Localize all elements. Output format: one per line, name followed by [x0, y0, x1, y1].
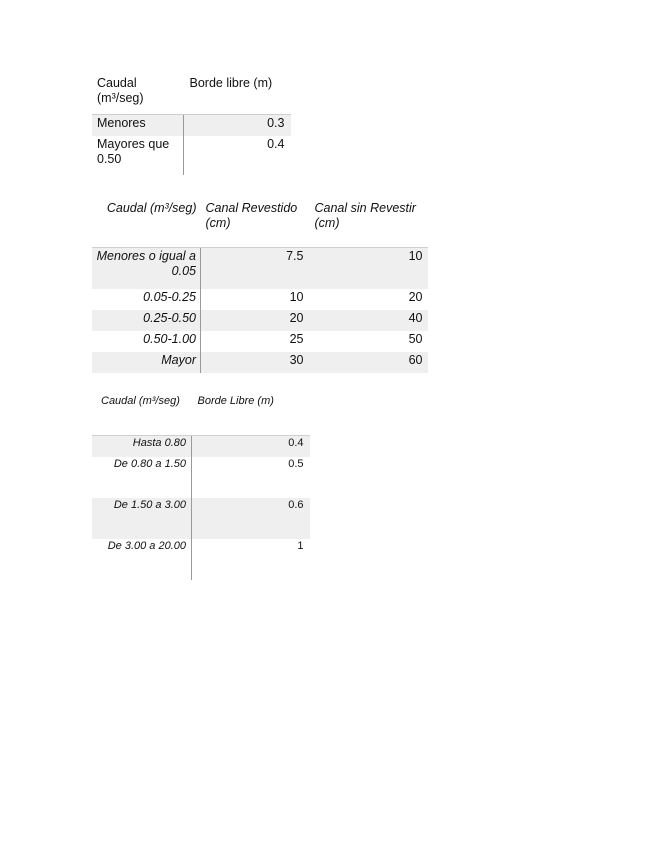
row-label: De 0.80 a 1.50 — [92, 457, 192, 498]
table-row — [92, 115, 291, 137]
header-caudal: Caudal (m³/seg) — [101, 395, 180, 407]
row-value-sin-revestir: 20 — [408, 290, 423, 304]
row-label: De 3.00 a 20.00 — [92, 539, 192, 580]
row-value: 0.4 — [288, 437, 304, 449]
row-label: De 1.50 a 3.00 — [92, 498, 192, 539]
row-value: 0.5 — [288, 458, 304, 470]
row-value-sin-revestir: 60 — [408, 353, 423, 367]
row-label: Mayores que 0.50 — [92, 136, 184, 175]
row-label: Menores — [92, 115, 184, 137]
row-label: Menores o igual a 0.05 — [92, 248, 201, 290]
header-borde-libre: Borde Libre (m) — [197, 395, 274, 407]
canal-borde-libre-table — [92, 201, 428, 373]
row-value-revestido: 25 — [289, 332, 304, 346]
row-value: 0.4 — [267, 137, 285, 151]
row-value-sin-revestir: 50 — [408, 332, 423, 346]
table-row — [92, 457, 310, 498]
row-value: 1 — [297, 540, 304, 552]
header-caudal: Caudal (m³/seg) — [97, 76, 144, 105]
row-label: 0.25-0.50 — [92, 310, 201, 331]
row-value-revestido: 10 — [289, 290, 304, 304]
row-label: 0.05-0.25 — [92, 289, 201, 310]
row-value-revestido: 7.5 — [286, 249, 304, 263]
header-caudal: Caudal (m³/seg) — [106, 201, 197, 215]
header-canal-revestido: Canal Revestido (cm) — [205, 201, 298, 230]
table-row — [92, 248, 428, 290]
table-row — [92, 352, 428, 373]
row-value-revestido: 30 — [289, 353, 304, 367]
table-header-row — [92, 395, 310, 435]
row-label: Hasta 0.80 — [92, 436, 192, 458]
table-header-row — [92, 76, 291, 114]
row-value-revestido: 20 — [289, 311, 304, 325]
table-row — [92, 331, 428, 352]
borde-libre-table — [92, 76, 291, 175]
table-row — [92, 498, 310, 539]
table-row — [92, 539, 310, 580]
table-row — [92, 436, 310, 458]
table-header-row — [92, 201, 428, 247]
row-value-sin-revestir: 40 — [408, 311, 423, 325]
row-value: 0.3 — [267, 116, 285, 130]
row-label: Mayor — [92, 352, 201, 373]
row-value-sin-revestir: 10 — [408, 249, 423, 263]
table-row — [92, 289, 428, 310]
table-row — [92, 310, 428, 331]
row-value: 0.6 — [288, 499, 304, 511]
header-canal-sin-revestir: Canal sin Revestir (cm) — [314, 201, 416, 230]
header-borde-libre: Borde libre (m) — [189, 76, 273, 90]
row-label: 0.50-1.00 — [92, 331, 201, 352]
caudal-borde-libre-table — [92, 395, 310, 580]
table-row — [92, 136, 291, 175]
